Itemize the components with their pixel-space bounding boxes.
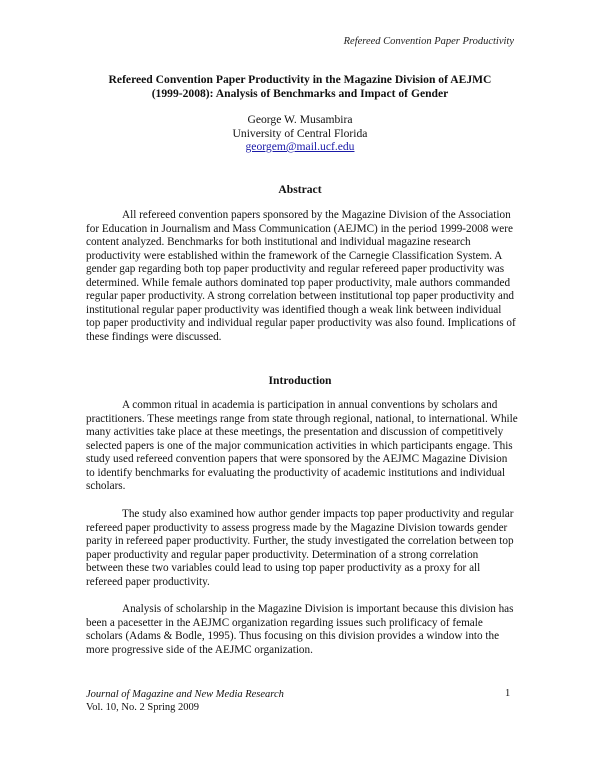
intro-paragraph-3: Analysis of scholarship in the Magazine Division is important because this division has been a pacesetter in the AEJMC organization regarding issues such prolificacy of female scholars (Adams & Bodle, 1995). Thus focusing on this division provides a window into the more progressive side of the AEJMC organization. — [86, 603, 514, 656]
intro-paragraph-1: A common ritual in academia is participation in annual conventions by scholars and practitioners. These meetings range from state through regional, national, to international. While many activities take place at these meetings, the presentation and discussion of competitively selected papers is one of the major communication activities in which participants engage. This study used refereed convention papers that were sponsored by the AEJMC Magazine Division to identify benchmarks for evaluating the productivity of academic institutions and individual scholars. — [86, 399, 518, 492]
author-email-link[interactable]: georgem@mail.ucf.edu — [245, 140, 355, 153]
paper-title — [86, 73, 514, 101]
abstract-text: All refereed convention papers sponsored by the Magazine Division of the Association for Education in Journalism and Mass Communication (AEJMC) in the period 1999-2008 were content analyzed. Benchmarks for both institutional and individual magazine research productivity were established within the framework of the Carnegie Classification System. A gender gap regarding both top paper productivity and regular refereed paper productivity was determined. While female authors dominated top paper productivity, male authors commanded regular paper productivity. A strong correlation between institutional top paper productivity and institutional regular paper productivity was identified though a weak link between individual top paper productivity and individual regular paper productivity was also found. Implications of these findings were discussed. — [86, 209, 516, 343]
title-line-2: (1999-2008): Analysis of Benchmarks and Impact of Gender — [151, 87, 449, 100]
author-affiliation: University of Central Florida — [232, 126, 368, 140]
author-name: George W. Musambira — [247, 113, 353, 126]
page-number: 1 — [505, 688, 511, 699]
title-line-1: Refereed Convention Paper Productivity in the Magazine Division of AEJMC — [108, 73, 492, 86]
author-block — [86, 113, 514, 154]
running-head: Refereed Convention Paper Productivity — [343, 36, 514, 47]
footer-citation — [86, 688, 284, 714]
abstract-heading: Abstract — [278, 183, 322, 196]
intro-paragraph-2: The study also examined how author gender impacts top paper productivity and regular refereed paper productivity to assess progress made by the Magazine Division towards gender parity in refereed paper productivity. Further, the study investigated the correlation between top paper productivity and regular paper productivity. Determination of a strong correlation between these two variables could lead to using top paper productivity as a proxy for all refereed paper productivity. — [86, 508, 514, 588]
introduction-heading: Introduction — [268, 374, 332, 387]
footer-journal: Journal of Magazine and New Media Research — [86, 689, 284, 700]
footer-volume: Vol. 10, No. 2 Spring 2009 — [86, 702, 199, 713]
